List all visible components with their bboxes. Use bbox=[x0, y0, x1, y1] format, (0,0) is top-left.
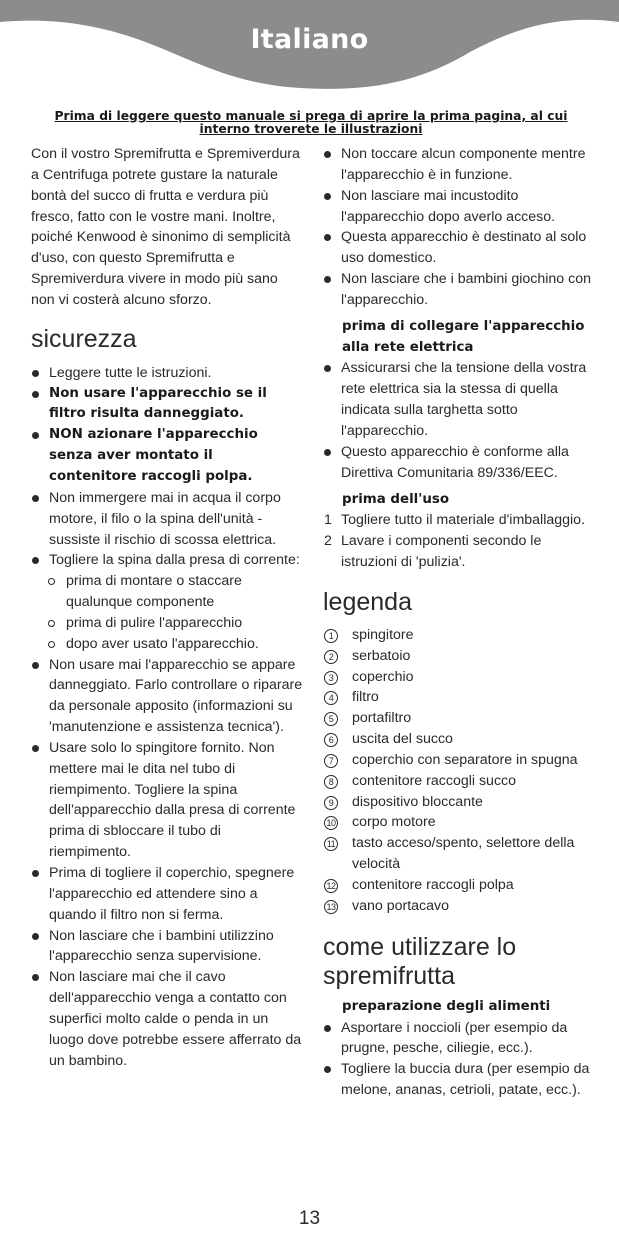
list-item: Questa apparecchio è destinato al solo uso domestico. bbox=[323, 227, 591, 269]
list-item: Non toccare alcun componente mentre l'apparecchio è in funzione. bbox=[323, 144, 591, 186]
legend-item bbox=[323, 812, 591, 833]
before-use-steps bbox=[323, 510, 591, 573]
how-to-use-heading: come utilizzare lo spremifrutta bbox=[323, 932, 517, 990]
circled-number: 1 bbox=[324, 629, 338, 643]
legend-item bbox=[323, 875, 591, 896]
list-item: Non lasciare che i bambini utilizzino l'apparecchio senza supervisione. bbox=[31, 926, 303, 968]
circled-number: 8 bbox=[324, 775, 338, 789]
before-plugging-list bbox=[323, 358, 591, 483]
legend-item bbox=[323, 833, 591, 875]
legend-item bbox=[323, 625, 591, 646]
legend-text: contenitore raccogli polpa bbox=[352, 877, 514, 893]
food-prep-list bbox=[323, 1018, 591, 1101]
legend-text: tasto acceso/spento, selettore della velocità bbox=[352, 835, 575, 873]
list-item: Assicurarsi che la tensione della vostra rete elettrica sia la stessa di quella indicata sulla targhetta sotto l'apparecchio. bbox=[323, 358, 591, 441]
step-number: 2 bbox=[324, 533, 332, 550]
list-item: Non lasciare che i bambini giochino con l'apparecchio. bbox=[323, 269, 591, 311]
list-item: Leggere tutte le istruzioni. bbox=[31, 363, 303, 384]
legend-item bbox=[323, 729, 591, 750]
legend-item bbox=[323, 896, 591, 917]
circled-number: 11 bbox=[324, 837, 338, 851]
before-plugging-heading: prima di collegare l'apparecchio alla rete elettrica bbox=[342, 318, 585, 355]
list-item: NON azionare l'apparecchio senza aver montato il contenitore raccogli polpa. bbox=[31, 425, 303, 488]
step-item bbox=[323, 531, 591, 573]
list-item: Non usare mai l'apparecchio se appare danneggiato. Farlo controllare o riparare da personale apposito (informazioni su 'manutenzione e assistenza tecnica'). bbox=[31, 655, 303, 738]
circled-number: 3 bbox=[324, 671, 338, 685]
safety-list bbox=[31, 363, 303, 571]
legend-text: coperchio con separatore in spugna bbox=[352, 751, 578, 768]
legend-item bbox=[323, 667, 591, 688]
legend-text: dispositivo bloccante bbox=[352, 793, 483, 810]
legend-item bbox=[323, 792, 591, 813]
legend-item bbox=[323, 708, 591, 729]
unplug-sublist bbox=[31, 571, 303, 654]
legend-list bbox=[323, 625, 591, 917]
list-item: Non lasciare mai che il cavo dell'apparecchio venga a contatto con superfici molto calde o penda in un luogo dove potrebbe essere afferrato da un bambino. bbox=[31, 967, 303, 1071]
right-column bbox=[323, 144, 591, 1101]
step-item bbox=[323, 510, 591, 531]
legend-text: vano portacavo bbox=[352, 897, 450, 914]
circled-number: 13 bbox=[324, 900, 338, 914]
safety-heading: sicurezza bbox=[31, 324, 137, 353]
list-item: Togliere la spina dalla presa di corrente: bbox=[31, 550, 303, 571]
food-prep-heading: preparazione degli alimenti bbox=[342, 998, 551, 1014]
list-item: Prima di togliere il coperchio, spegnere l'apparecchio ed attendere sino a quando il filtro non si ferma. bbox=[31, 863, 303, 926]
legend-item bbox=[323, 750, 591, 771]
circled-number: 10 bbox=[324, 816, 338, 830]
intro-paragraph: Con il vostro Spremifrutta e Spremiverdura a Centrifuga potrete gustare la naturale bontà del succo di frutta e verdura più fresco, fatto con le vostre mani. Inoltre, poiché Kenwood è sinonimo di semplicità d'uso, con questo Spremifrutta e Spremiverdura vivere in modo più sano non vi costerà alcuno sforzo. bbox=[31, 146, 300, 308]
legend-item bbox=[323, 646, 591, 667]
page-number: 13 bbox=[298, 1208, 321, 1229]
circled-number: 2 bbox=[324, 650, 338, 664]
legend-item bbox=[323, 687, 591, 708]
list-item: Asportare i noccioli (per esempio da prugne, pesche, ciliegie, ecc.). bbox=[323, 1018, 591, 1060]
step-number: 1 bbox=[324, 512, 332, 529]
legend-heading: legenda bbox=[323, 587, 412, 616]
circled-number: 9 bbox=[324, 796, 338, 810]
sub-list-item: prima di montare o staccare qualunque componente bbox=[31, 571, 303, 613]
list-item: Non lasciare mai incustodito l'apparecchio dopo averlo acceso. bbox=[323, 186, 591, 228]
legend-text: corpo motore bbox=[352, 814, 436, 831]
circled-number: 4 bbox=[324, 691, 338, 705]
legend-text: filtro bbox=[352, 689, 379, 706]
safety-list-continued bbox=[31, 655, 303, 1072]
left-column bbox=[31, 144, 303, 1071]
illustrations-notice: Prima di leggere questo manuale si prega di aprire la prima pagina, al cui interno troverete le illustrazioni bbox=[54, 109, 568, 136]
legend-text: uscita del succo bbox=[352, 731, 453, 748]
list-item: Non immergere mai in acqua il corpo motore, il filo o la spina dell'unità - sussiste il rischio di scossa elettrica. bbox=[31, 488, 303, 551]
header-band bbox=[0, 0, 619, 110]
circled-number: 6 bbox=[324, 733, 338, 747]
legend-text: serbatoio bbox=[352, 647, 411, 664]
language-title: Italiano bbox=[250, 24, 369, 55]
step-text: Togliere tutto il materiale d'imballaggio. bbox=[341, 512, 586, 529]
legend-item bbox=[323, 771, 591, 792]
before-use-heading: prima dell'uso bbox=[342, 491, 450, 507]
list-item: Non usare l'apparecchio se il filtro risulta danneggiato. bbox=[31, 384, 303, 426]
circled-number: 12 bbox=[324, 879, 338, 893]
safety-list-right bbox=[323, 144, 591, 311]
legend-text: coperchio bbox=[352, 668, 414, 685]
legend-text: portafiltro bbox=[352, 710, 412, 727]
list-item: Togliere la buccia dura (per esempio da melone, ananas, cetrioli, patate, ecc.). bbox=[323, 1059, 591, 1101]
list-item: Usare solo lo spingitore fornito. Non mettere mai le dita nel tubo di riempimento. Togliere la spina dell'apparecchio dalla presa di corrente prima di sbloccare il tubo di riempimento. bbox=[31, 738, 303, 863]
legend-text: spingitore bbox=[352, 626, 414, 643]
legend-text: contenitore raccogli succo bbox=[352, 772, 517, 789]
circled-number: 5 bbox=[324, 712, 338, 726]
sub-list-item: dopo aver usato l'apparecchio. bbox=[31, 634, 303, 655]
step-text: Lavare i componenti secondo le istruzioni di 'pulizia'. bbox=[341, 533, 542, 571]
sub-list-item: prima di pulire l'apparecchio bbox=[31, 613, 303, 634]
list-item: Questo apparecchio è conforme alla Direttiva Comunitaria 89/336/EEC. bbox=[323, 442, 591, 484]
circled-number: 7 bbox=[324, 754, 338, 768]
